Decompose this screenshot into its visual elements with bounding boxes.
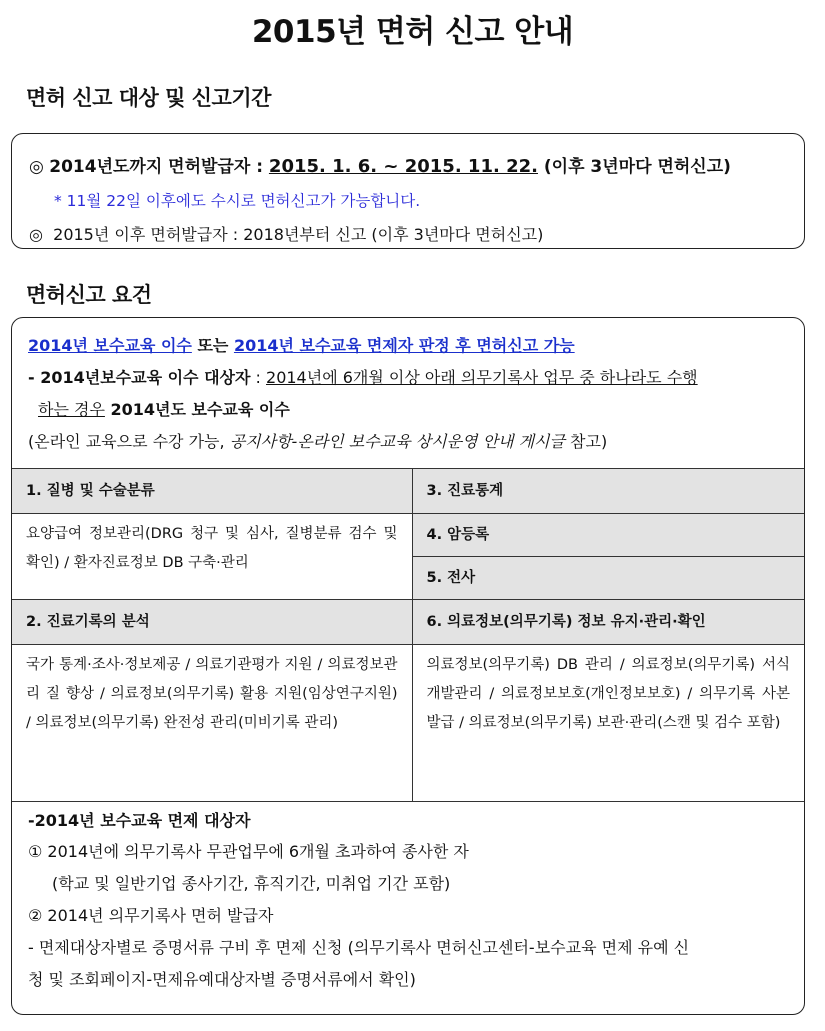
duty-content-1: 요양급여 정보관리(DRG 청구 및 심사, 질병분류 검수 및 확인) / 환자진료정보 DB 구축·관리 — [12, 514, 412, 600]
page-title: 2015년 면허 신고 안내 — [251, 14, 574, 50]
target-label: - 2014년보수교육 이수 대상자 — [28, 368, 251, 387]
target-colon: : — [250, 368, 267, 387]
online-line — [28, 429, 607, 452]
duty-header-2: 2. 진료기록의 분석 — [12, 600, 412, 645]
exempt-heading: -2014년 보수교육 면제 대상자 — [28, 811, 251, 830]
target-bold: 2014년도 보수교육 이수 — [104, 400, 290, 419]
period-suffix: (이후 3년마다 면허신고) — [537, 157, 731, 177]
completion-link[interactable]: 2014년 보수교육 이수 — [28, 336, 192, 355]
duty-header-4: 4. 암등록 — [412, 514, 804, 557]
or-text: 또는 — [191, 336, 234, 355]
online-prefix: (온라인 교육으로 수강 가능, — [28, 432, 230, 451]
target-line — [28, 365, 698, 388]
duty-header-5: 5. 전사 — [412, 557, 804, 600]
exempt-item-1-sub: (학교 및 일반기업 종사기간, 휴직기간, 미취업 기간 포함) — [52, 874, 451, 893]
requirements-box — [11, 317, 805, 1015]
issued-after-2015-line — [29, 222, 543, 245]
online-suffix: 참고) — [564, 432, 608, 451]
target-period-box — [11, 133, 805, 249]
duty-header-6: 6. 의료정보(의무기록) 정보 유지·관리·확인 — [412, 600, 804, 645]
issued-before-label: 2014년도까지 면허발급자 : — [49, 157, 269, 177]
duties-table — [12, 468, 804, 802]
target-text-2: 하는 경우 — [38, 400, 105, 419]
requirement-intro — [28, 333, 575, 356]
exempt-note-2: 청 및 조회페이지-면제유예대상자별 증명서류에서 확인) — [28, 970, 416, 989]
online-notice-ref: 공지사항-온라인 보수교육 상시운영 안내 게시글 — [229, 432, 565, 451]
bullet-icon: ◎ — [29, 157, 44, 177]
exempt-note-1: - 면제대상자별로 증명서류 구비 후 면제 신청 (의무기록사 면허신고센터-보수교육 면제 유예 신 — [28, 938, 690, 957]
duty-header-1: 1. 질병 및 수술분류 — [12, 469, 412, 514]
duty-content-6: 의료정보(의무기록) DB 관리 / 의료정보(의무기록) 서식 개발관리 / 의료정보보호(개인정보보호) / 의무기록 사본 발급 / 의료정보(의무기록) 보관·관리(스캔 및 검수 포함) — [412, 645, 804, 802]
duty-header-3: 3. 진료통계 — [412, 469, 804, 514]
target-line-2 — [38, 397, 290, 420]
reporting-period: 2015. 1. 6. ~ 2015. 11. 22. — [268, 156, 538, 177]
exempt-item-2: ② 2014년 의무기록사 면허 발급자 — [28, 906, 274, 925]
duty-content-2: 국가 통계·조사·정보제공 / 의료기관평가 지원 / 의료정보관리 질 향상 / 의료정보(의무기록) 활용 지원(임상연구지원) / 의료정보(의무기록) 완전성 관리(미비기록 관리) — [12, 645, 412, 802]
section-heading-requirements: 면허신고 요건 — [26, 283, 152, 307]
bullet-icon: ◎ — [29, 225, 43, 244]
anytime-note: * 11월 22일 이후에도 수시로 면허신고가 가능합니다. — [54, 192, 421, 210]
section-heading-target: 면허 신고 대상 및 신고기간 — [26, 86, 271, 110]
exemption-link[interactable]: 2014년 보수교육 면제자 판정 후 면허신고 가능 — [233, 336, 575, 355]
target-text-1: 2014년에 6개월 이상 아래 의무기록사 업무 중 하나라도 수행 — [266, 368, 698, 387]
issued-after-text: 2015년 이후 면허발급자 : 2018년부터 신고 (이후 3년마다 면허신고) — [53, 225, 544, 244]
exempt-item-1: ① 2014년에 의무기록사 무관업무에 6개월 초과하여 종사한 자 — [28, 842, 469, 861]
issued-before-2014-line — [29, 152, 731, 177]
